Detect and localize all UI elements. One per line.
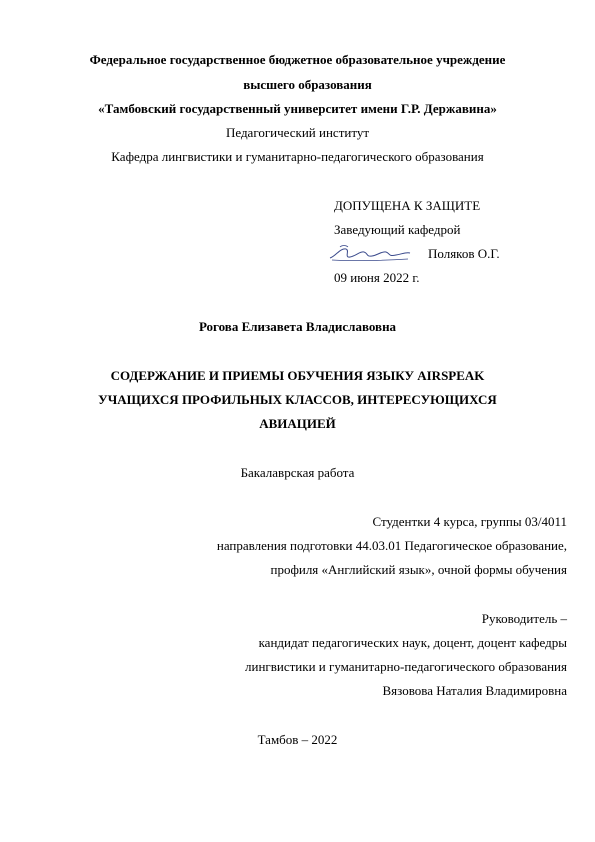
student-info-line1: Студентки 4 курса, группы 03/4011: [372, 514, 567, 529]
thesis-title-line2: УЧАЩИХСЯ ПРОФИЛЬНЫХ КЛАССОВ, ИНТЕРЕСУЮЩИХСЯ: [98, 392, 497, 407]
header-organization-line2: высшего образования: [243, 77, 372, 92]
approval-name: Поляков О.Г.: [428, 246, 500, 261]
header-institute: Педагогический институт: [225, 125, 370, 140]
supervisor-degree: кандидат педагогических наук, доцент, доцент кафедры: [258, 635, 567, 650]
supervisor-name: Вязовова Наталия Владимировна: [382, 683, 567, 698]
student-info-line2: направления подготовки 44.03.01 Педагогическое образование,: [216, 538, 567, 553]
header-organization-line1: Федеральное государственное бюджетное образовательное учреждение: [89, 52, 506, 67]
supervisor-label: Руководитель –: [481, 611, 567, 626]
approval-status: ДОПУЩЕНА К ЗАЩИТЕ: [334, 198, 481, 213]
thesis-title-line3: АВИАЦИЕЙ: [259, 416, 336, 431]
supervisor-department: лингвистики и гуманитарно-педагогического образования: [245, 659, 567, 674]
author-name: Рогова Елизавета Владиславовна: [198, 319, 397, 334]
city-year: Тамбов – 2022: [257, 732, 338, 747]
approval-date: 09 июня 2022 г.: [334, 270, 420, 285]
work-type: Бакалаврская работа: [240, 465, 355, 480]
thesis-title-line1: СОДЕРЖАНИЕ И ПРИЕМЫ ОБУЧЕНИЯ ЯЗЫКУ AIRSPEAK: [110, 368, 485, 383]
student-info-line3: профиля «Английский язык», очной формы обучения: [270, 562, 567, 577]
header-department: Кафедра лингвистики и гуманитарно-педагогического образования: [111, 149, 484, 164]
header-university-name: «Тамбовский государственный университет имени Г.Р. Державина»: [98, 101, 497, 116]
approval-role: Заведующий кафедрой: [334, 222, 461, 237]
signature-image: [326, 242, 414, 264]
